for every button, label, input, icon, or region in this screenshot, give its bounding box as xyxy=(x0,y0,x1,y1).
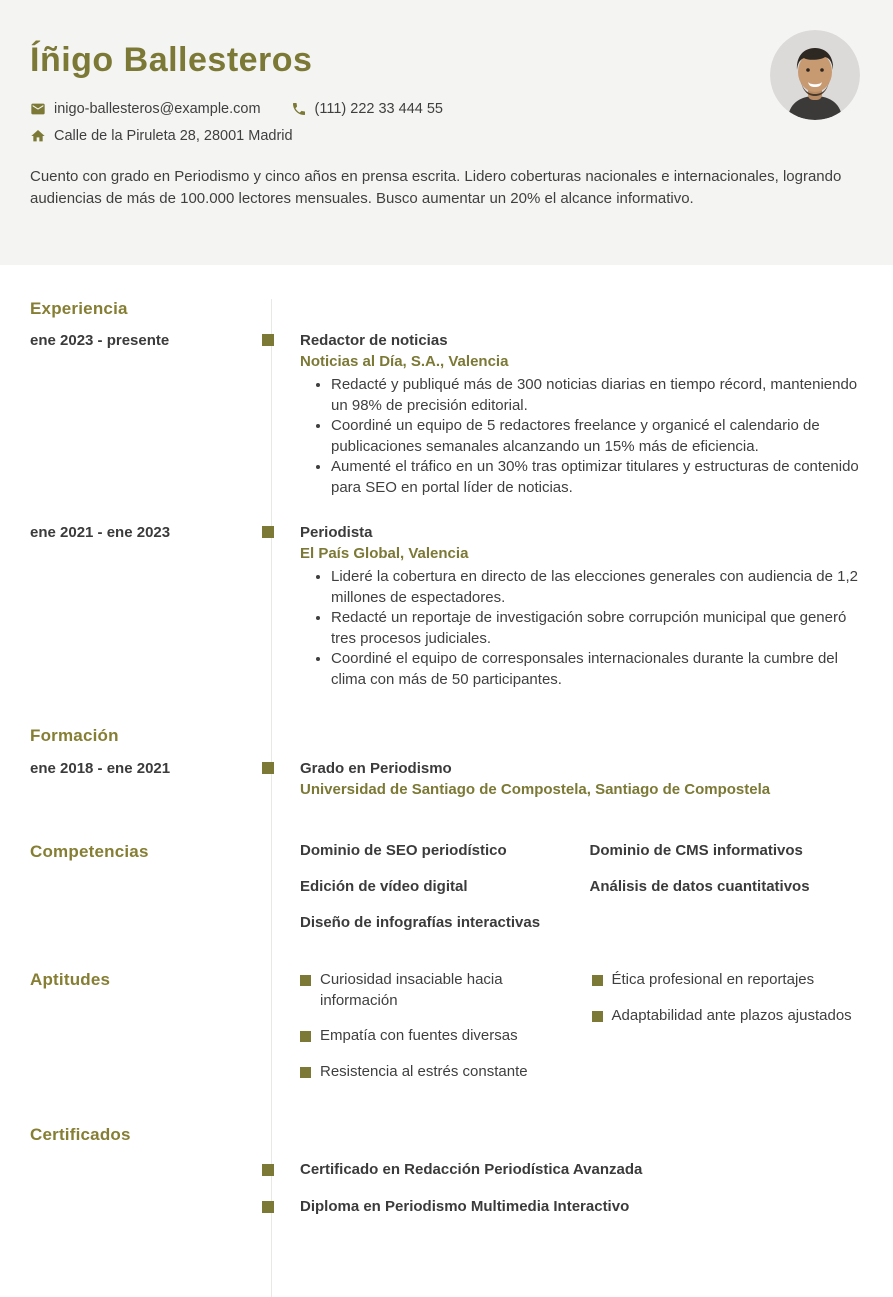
resume-header xyxy=(0,0,893,265)
aptitude-item: Curiosidad insaciable hacia información xyxy=(300,970,572,1011)
entry-dates: ene 2023 - presente xyxy=(30,332,170,349)
job-title: Periodista xyxy=(300,524,373,541)
section-title-experience: Experiencia xyxy=(30,299,128,318)
certificates-section-header xyxy=(0,1125,893,1145)
highlight-item: • Redacté un reportaje de investigación sobre corrupción municipal que generó tres procesos judiciales. xyxy=(331,608,863,649)
envelope-icon xyxy=(30,101,46,117)
bullet-square-icon xyxy=(300,1067,311,1078)
profile-summary: Cuento con grado en Periodismo y cinco años en prensa escrita. Lidero coberturas nacionales e internacionales, logrando audiencias de más de 100.000 lectores mensuales. Busco aumentar un 20% el alcance informativo. xyxy=(30,168,842,207)
job-highlights xyxy=(300,375,863,498)
address-contact xyxy=(30,128,293,144)
section-title-certificates: Certificados xyxy=(30,1125,131,1144)
aptitudes-grid xyxy=(300,970,863,1097)
certificate-item: Diploma en Periodismo Multimedia Interactivo xyxy=(300,1198,630,1215)
skills-grid xyxy=(300,842,863,931)
education-section-header xyxy=(0,726,893,746)
aptitude-item: Empatía con fuentes diversas xyxy=(300,1026,572,1047)
phone-icon xyxy=(291,101,307,117)
phone-contact xyxy=(291,101,443,117)
aptitude-item: Adaptabilidad ante plazos ajustados xyxy=(592,1006,864,1027)
section-title-skills: Competencias xyxy=(30,842,149,861)
aptitudes-column-left xyxy=(300,970,572,1097)
highlight-item: • Lideré la cobertura en directo de las elecciones generales con audiencia de 1,2 millones de espectadores. xyxy=(331,567,863,608)
job-highlights xyxy=(300,567,863,690)
entry-dates: ene 2018 - ene 2021 xyxy=(30,760,171,777)
email-contact xyxy=(30,101,261,117)
address-text: Calle de la Piruleta 28, 28001 Madrid xyxy=(54,128,293,144)
aptitude-item: Ética profesional en reportajes xyxy=(592,970,864,991)
bullet-square-icon xyxy=(592,975,603,986)
experience-entry xyxy=(0,331,893,498)
timeline-marker-icon xyxy=(262,1164,274,1176)
candidate-name: Íñigo Ballesteros xyxy=(30,41,313,79)
certificate-row xyxy=(0,1198,893,1216)
home-icon xyxy=(30,128,46,144)
timeline-marker-icon xyxy=(262,762,274,774)
certificate-item: Certificado en Redacción Periodística Avanzada xyxy=(300,1161,643,1178)
job-title: Redactor de noticias xyxy=(300,332,448,349)
highlight-item: • Aumenté el tráfico en un 30% tras optimizar titulares y estructuras de contenido para SEO en portal líder de noticias. xyxy=(331,457,863,498)
phone-text: (111) 222 33 444 55 xyxy=(314,101,444,117)
highlight-item: • Coordiné el equipo de corresponsales internacionales durante la cumbre del clima con más de 50 participantes. xyxy=(331,649,863,690)
bullet-square-icon xyxy=(300,1031,311,1042)
aptitudes-section xyxy=(0,970,893,1097)
bullet-square-icon xyxy=(300,975,311,986)
section-title-aptitudes: Aptitudes xyxy=(30,970,111,989)
resume-body xyxy=(0,299,893,1297)
skill-item: Diseño de infografías interactivas xyxy=(300,914,541,931)
timeline-marker-icon xyxy=(262,1201,274,1213)
skill-item: Dominio de SEO periodístico xyxy=(300,842,507,859)
bullet-square-icon xyxy=(592,1011,603,1022)
timeline-marker-icon xyxy=(262,526,274,538)
highlight-item: • Redacté y publiqué más de 300 noticias diarias en tiempo récord, manteniendo un 98% de precisión editorial. xyxy=(331,375,863,416)
skills-section xyxy=(0,842,893,931)
timeline-marker-icon xyxy=(262,334,274,346)
contact-row-2 xyxy=(30,128,860,144)
certificate-row xyxy=(0,1161,893,1179)
company-name: Noticias al Día, S.A., Valencia xyxy=(300,353,509,370)
email-text: inigo-ballesteros@example.com xyxy=(54,101,261,117)
skill-item: Análisis de datos cuantitativos xyxy=(589,878,810,895)
experience-entry xyxy=(0,523,893,690)
degree-title: Grado en Periodismo xyxy=(300,760,452,777)
school-name: Universidad de Santiago de Compostela, Santiago de Compostela xyxy=(300,781,771,798)
contact-row-1 xyxy=(30,101,860,117)
company-name: El País Global, Valencia xyxy=(300,545,469,562)
education-entry xyxy=(0,759,893,800)
skill-item: Dominio de CMS informativos xyxy=(589,842,803,859)
highlight-item: • Coordiné un equipo de 5 redactores freelance y organicé el calendario de publicaciones semanales alcanzando un 15% más de eficiencia. xyxy=(331,416,863,457)
profile-photo xyxy=(770,30,860,120)
aptitude-item: Resistencia al estrés constante xyxy=(300,1062,572,1083)
aptitudes-column-right xyxy=(592,970,864,1041)
skill-item: Edición de vídeo digital xyxy=(300,878,468,895)
entry-dates: ene 2021 - ene 2023 xyxy=(30,524,171,541)
section-title-education: Formación xyxy=(30,726,119,745)
experience-section-header xyxy=(0,299,893,319)
